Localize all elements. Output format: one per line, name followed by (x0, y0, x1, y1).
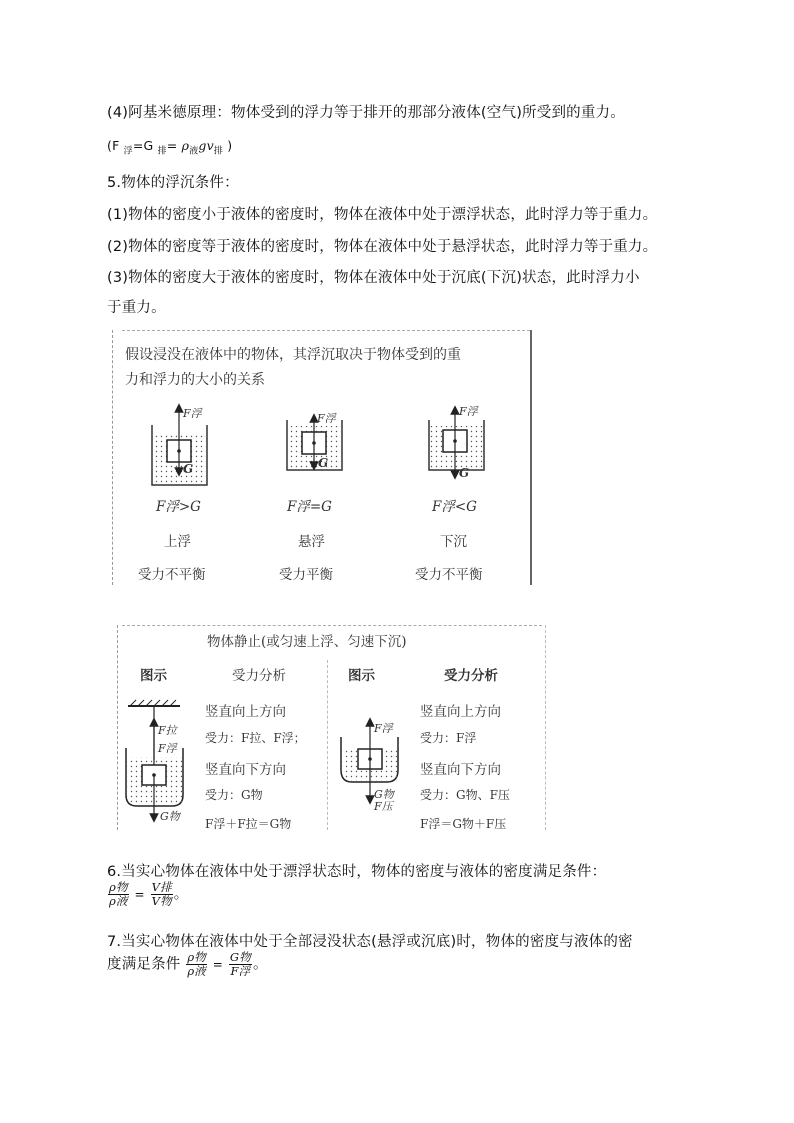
left-analysis-3: 竖直向下方向 (205, 762, 286, 778)
right-analysis-1: 竖直向上方向 (420, 704, 501, 720)
item-6-formula: $\frac{\text{ρ物}}{\text{ρ液}}$ = $\frac{\text{V排}}{\text{V物}}$ 。 (109, 880, 189, 908)
item-6-text: 6.当实心物体在液体中处于漂浮状态时，物体的密度与液体的密度满足条件： (107, 864, 607, 880)
label-gwu-right: G物 (374, 788, 394, 801)
label-fya: F压 (374, 800, 393, 813)
state-suspended: 悬浮 (298, 534, 325, 550)
archimedes-principle: (4)阿基米德原理：物体受到的浮力等于排开的那部分液体(空气)所受到的重力。 (107, 105, 625, 121)
label-ffu-right: F浮 (374, 722, 393, 735)
label-gwu-left: G物 (160, 810, 180, 823)
col-analysis-right: 受力分析 (444, 668, 498, 684)
balance-1: 受力不平衡 (138, 567, 206, 583)
state-sinking: 下沉 (440, 534, 467, 550)
figure2-header: 物体静止(或匀速上浮、匀速下沉) (207, 634, 407, 650)
force-label-up-3: F浮 (459, 405, 478, 418)
label-fla: F拉 (158, 724, 177, 737)
state-rising: 上浮 (164, 534, 191, 550)
force-label-down-3: G (459, 466, 470, 480)
balance-2: 受力平衡 (279, 567, 333, 583)
col-diagram-left: 图示 (140, 668, 167, 684)
left-analysis-5: F浮＋F拉＝G物 (205, 817, 292, 831)
condition-1: (1)物体的密度小于液体的密度时，物体在液体中处于漂浮状态，此时浮力等于重力。 (107, 207, 658, 223)
condition-3-line2: 于重力。 (107, 300, 166, 316)
item-7-text: 7.当实心物体在液体中处于全部浸没状态(悬浮或沉底)时，物体的密度与液体的密 (107, 934, 633, 950)
balance-3: 受力不平衡 (415, 567, 483, 583)
right-analysis-2: 受力：F浮 (420, 731, 477, 745)
conditions-title: 5.物体的浮沉条件： (107, 175, 239, 191)
left-analysis-1: 竖直向上方向 (205, 704, 286, 720)
figure1-intro-line2: 力和浮力的大小的关系 (125, 372, 265, 388)
right-analysis-4: 受力：G物、F压 (420, 788, 510, 802)
item6-left-fraction: $\frac{\text{ρ物}}{\text{ρ液}}$ (109, 880, 128, 908)
condition-2: (2)物体的密度等于液体的密度时，物体在液体中处于悬浮状态，此时浮力等于重力。 (107, 239, 658, 255)
right-analysis-5: F浮＝G物＋F压 (420, 817, 507, 831)
figure1-intro-line1: 假设浸没在液体中的物体，其浮沉取决于物体受到的重 (125, 347, 461, 363)
buoyancy-formula: (F $_浮$=G $_排= \rho_液gv_排$ ) (107, 138, 233, 157)
col-diagram-right: 图示 (348, 668, 375, 684)
force-label-up-1: F浮 (183, 407, 202, 420)
left-analysis-2: 受力：F拉、F浮； (205, 731, 306, 745)
label-ffu-left: F浮 (158, 742, 177, 755)
item6-right-fraction: $\frac{\text{V排}}{\text{V物}}$ (151, 880, 172, 908)
item-7-formula: 度满足条件 $\frac{\text{ρ物}}{\text{ρ液}}$ = $\frac{\text{G物}}{\text{F浮}}$ 。 (107, 950, 268, 978)
col-analysis-left: 受力分析 (232, 668, 286, 684)
ceiling-hatch (128, 700, 180, 706)
condition-3-line1: (3)物体的密度大于液体的密度时，物体在液体中处于沉底(下沉)状态，此时浮力小 (107, 270, 640, 286)
force-label-down-2: G (318, 456, 329, 470)
item7-left-fraction: $\frac{\text{ρ物}}{\text{ρ液}}$ (187, 950, 206, 978)
left-analysis-4: 受力：G物 (205, 788, 263, 802)
relation-3: F浮<G (432, 499, 477, 515)
force-label-up-2: F浮 (317, 412, 336, 425)
relation-1: F浮>G (156, 499, 201, 515)
right-analysis-3: 竖直向下方向 (420, 762, 501, 778)
force-label-down-1: G (183, 462, 194, 476)
relation-2: F浮=G (287, 499, 332, 515)
item7-right-fraction: $\frac{\text{G物}}{\text{F浮}}$ (229, 950, 251, 978)
